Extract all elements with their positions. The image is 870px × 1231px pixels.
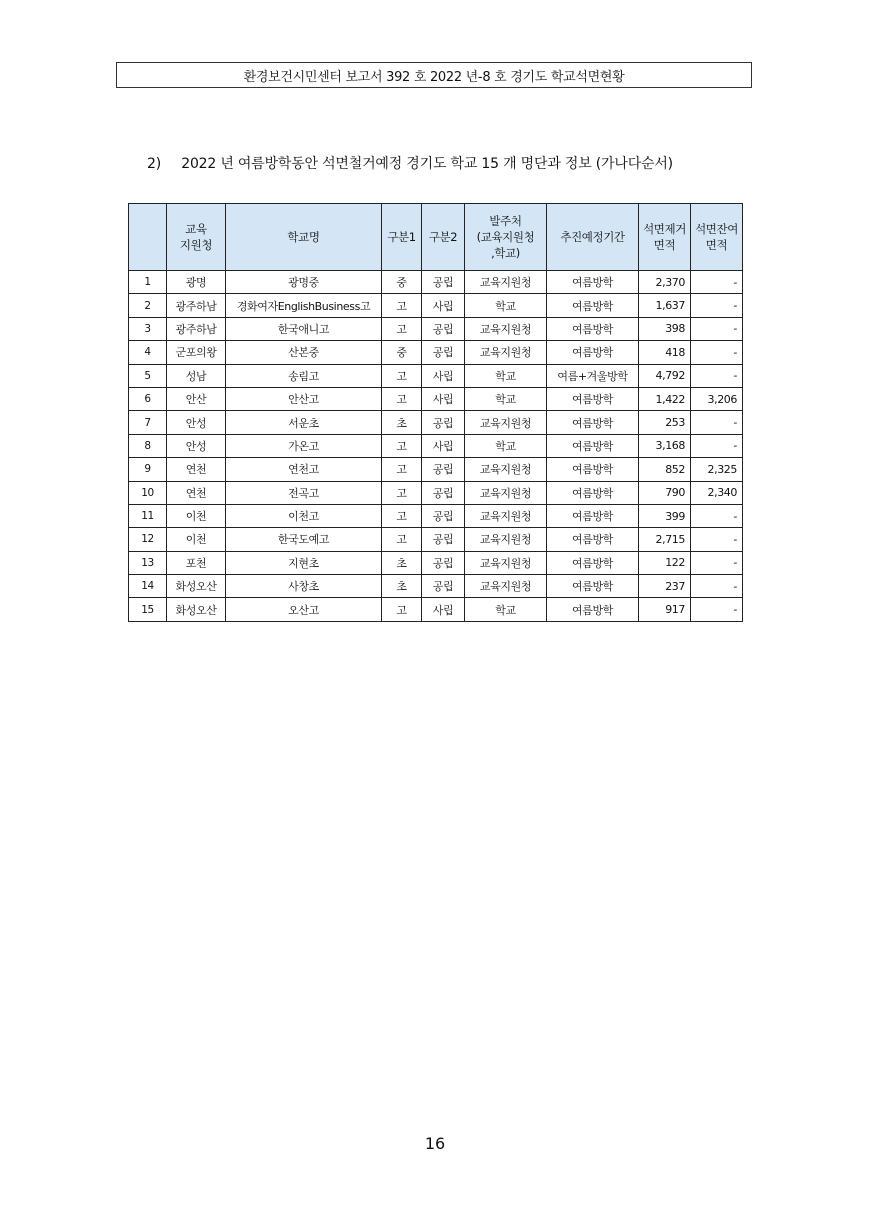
table-cell: 고 — [382, 598, 422, 621]
table-cell: 학교 — [465, 364, 547, 387]
table-cell: 화성오산 — [167, 598, 226, 621]
table-cell: 이천 — [167, 528, 226, 551]
table-cell: 광명중 — [226, 271, 382, 294]
table-cell: 안성 — [167, 434, 226, 457]
table-row — [129, 528, 743, 551]
table-cell: 공립 — [422, 341, 465, 364]
table-cell: 가온고 — [226, 434, 382, 457]
table-cell: 이천 — [167, 504, 226, 527]
table-cell: 공립 — [422, 317, 465, 340]
table-cell: 포천 — [167, 551, 226, 574]
table-cell: 공립 — [422, 528, 465, 551]
table-cell: 초 — [382, 411, 422, 434]
table-row — [129, 341, 743, 364]
table-cell: 1 — [129, 271, 167, 294]
table-cell: 연천고 — [226, 458, 382, 481]
column-header: 석면잔여 면적 — [691, 204, 743, 271]
table-row — [129, 317, 743, 340]
table-cell: 광주하남 — [167, 294, 226, 317]
table-cell: 10 — [129, 481, 167, 504]
column-header: 학교명 — [226, 204, 382, 271]
table-cell: 2,325 — [691, 458, 743, 481]
table-cell: 1,637 — [639, 294, 691, 317]
table-cell: 9 — [129, 458, 167, 481]
table-cell: 공립 — [422, 271, 465, 294]
table-cell: - — [691, 528, 743, 551]
table-cell: 공립 — [422, 411, 465, 434]
table-cell: 고 — [382, 294, 422, 317]
table-cell: 고 — [382, 317, 422, 340]
table-cell: 학교 — [465, 598, 547, 621]
table-cell: 여름+겨울방학 — [547, 364, 639, 387]
table-cell: 2,715 — [639, 528, 691, 551]
table-cell: 여름방학 — [547, 551, 639, 574]
table-cell: - — [691, 598, 743, 621]
table-cell: 15 — [129, 598, 167, 621]
column-header: 구분1 — [382, 204, 422, 271]
table-cell: 13 — [129, 551, 167, 574]
table-cell: 고 — [382, 364, 422, 387]
report-header-title: 환경보건시민센터 보고서 392 호 2022 년-8 호 경기도 학교석면현황 — [243, 69, 625, 85]
table-cell: 122 — [639, 551, 691, 574]
table-row — [129, 481, 743, 504]
table-cell: 3,168 — [639, 434, 691, 457]
table-cell: 한국애니고 — [226, 317, 382, 340]
table-cell: 송림고 — [226, 364, 382, 387]
table-cell: 공립 — [422, 481, 465, 504]
table-cell: 공립 — [422, 551, 465, 574]
table-cell: 3,206 — [691, 387, 743, 410]
column-header: 발주처 (교육지원청 ,학교) — [465, 204, 547, 271]
table-cell: 공립 — [422, 504, 465, 527]
table-cell: 7 — [129, 411, 167, 434]
table-cell: 교육지원청 — [465, 575, 547, 598]
table-cell: - — [691, 294, 743, 317]
table-cell: 418 — [639, 341, 691, 364]
table-cell: 여름방학 — [547, 528, 639, 551]
table-cell: 교육지원청 — [465, 504, 547, 527]
table-cell: 사립 — [422, 364, 465, 387]
table-cell: - — [691, 341, 743, 364]
table-cell: 한국도예고 — [226, 528, 382, 551]
table-row — [129, 411, 743, 434]
table-cell: 이천고 — [226, 504, 382, 527]
table-row — [129, 598, 743, 621]
table-cell: 2,370 — [639, 271, 691, 294]
table-cell: 지현초 — [226, 551, 382, 574]
table-cell: 경화여자EnglishBusiness고 — [226, 294, 382, 317]
table-cell: 군포의왕 — [167, 341, 226, 364]
table-cell: 안성 — [167, 411, 226, 434]
table-row — [129, 434, 743, 457]
table-cell: 서운초 — [226, 411, 382, 434]
table-cell: 교육지원청 — [465, 528, 547, 551]
table-cell: 사립 — [422, 387, 465, 410]
table-cell: 고 — [382, 504, 422, 527]
table-cell: 852 — [639, 458, 691, 481]
table-cell: 여름방학 — [547, 411, 639, 434]
table-cell: 여름방학 — [547, 598, 639, 621]
table-row — [129, 575, 743, 598]
table-cell: - — [691, 551, 743, 574]
table-cell: 399 — [639, 504, 691, 527]
table-cell: 2,340 — [691, 481, 743, 504]
page-number: 16 — [424, 1134, 446, 1153]
table-cell: 11 — [129, 504, 167, 527]
table-cell: 사립 — [422, 294, 465, 317]
table-cell: 학교 — [465, 294, 547, 317]
table-cell: 12 — [129, 528, 167, 551]
table-cell: 4,792 — [639, 364, 691, 387]
table-cell: 여름방학 — [547, 387, 639, 410]
column-header — [129, 204, 167, 271]
table-cell: 917 — [639, 598, 691, 621]
table-row — [129, 294, 743, 317]
table-cell: 1,422 — [639, 387, 691, 410]
table-cell: 여름방학 — [547, 434, 639, 457]
section-heading — [147, 153, 673, 173]
table-row — [129, 387, 743, 410]
table-cell: 여름방학 — [547, 504, 639, 527]
column-header: 추진예정기간 — [547, 204, 639, 271]
school-table — [128, 203, 743, 622]
table-cell: 공립 — [422, 575, 465, 598]
table-row — [129, 504, 743, 527]
table-cell: 교육지원청 — [465, 481, 547, 504]
table-row — [129, 271, 743, 294]
table-cell: 여름방학 — [547, 271, 639, 294]
table-cell: - — [691, 504, 743, 527]
table-cell: 사립 — [422, 434, 465, 457]
table-cell: 여름방학 — [547, 341, 639, 364]
table-cell: 2 — [129, 294, 167, 317]
table-cell: 성남 — [167, 364, 226, 387]
table-cell: 초 — [382, 551, 422, 574]
table-row — [129, 364, 743, 387]
table-cell: 전곡고 — [226, 481, 382, 504]
table-cell: 여름방학 — [547, 458, 639, 481]
table-cell: 학교 — [465, 387, 547, 410]
table-row — [129, 458, 743, 481]
table-cell: 학교 — [465, 434, 547, 457]
table-cell: 고 — [382, 387, 422, 410]
table-cell: 고 — [382, 481, 422, 504]
report-header — [116, 62, 752, 88]
table-cell: 여름방학 — [547, 481, 639, 504]
table-header-row — [129, 204, 743, 271]
column-header: 교육 지원청 — [167, 204, 226, 271]
column-header: 석면제거 면적 — [639, 204, 691, 271]
table-cell: 사립 — [422, 598, 465, 621]
table-cell: - — [691, 411, 743, 434]
table-cell: 중 — [382, 271, 422, 294]
table-cell: 교육지원청 — [465, 341, 547, 364]
table-cell: 광주하남 — [167, 317, 226, 340]
table-cell: 여름방학 — [547, 317, 639, 340]
table-cell: 5 — [129, 364, 167, 387]
table-cell: 공립 — [422, 458, 465, 481]
table-cell: 398 — [639, 317, 691, 340]
table-cell: 여름방학 — [547, 575, 639, 598]
table-cell: - — [691, 364, 743, 387]
table-cell: 237 — [639, 575, 691, 598]
table-cell: - — [691, 317, 743, 340]
table-cell: 화성오산 — [167, 575, 226, 598]
table-cell: 3 — [129, 317, 167, 340]
table-cell: 253 — [639, 411, 691, 434]
table-cell: 교육지원청 — [465, 458, 547, 481]
table-cell: 교육지원청 — [465, 551, 547, 574]
table-cell: 초 — [382, 575, 422, 598]
table-cell: 연천 — [167, 458, 226, 481]
section-title: 2022 년 여름방학동안 석면철거예정 경기도 학교 15 개 명단과 정보 (가나다순서) — [181, 156, 673, 172]
table-cell: 14 — [129, 575, 167, 598]
table-cell: 고 — [382, 528, 422, 551]
table-cell: 교육지원청 — [465, 411, 547, 434]
table-cell: - — [691, 575, 743, 598]
table-cell: 790 — [639, 481, 691, 504]
table-cell: 4 — [129, 341, 167, 364]
table-cell: 안산고 — [226, 387, 382, 410]
table-row — [129, 551, 743, 574]
table-cell: 교육지원청 — [465, 271, 547, 294]
section-number: 2) — [147, 156, 161, 172]
table-cell: 산본중 — [226, 341, 382, 364]
table-cell: 고 — [382, 458, 422, 481]
table-cell: 연천 — [167, 481, 226, 504]
table-cell: 안산 — [167, 387, 226, 410]
table-cell: 광명 — [167, 271, 226, 294]
table-cell: 8 — [129, 434, 167, 457]
table-cell: 오산고 — [226, 598, 382, 621]
table-cell: 여름방학 — [547, 294, 639, 317]
table-cell: 6 — [129, 387, 167, 410]
table-cell: 사창초 — [226, 575, 382, 598]
table-cell: - — [691, 271, 743, 294]
column-header: 구분2 — [422, 204, 465, 271]
table-cell: 중 — [382, 341, 422, 364]
table-cell: 고 — [382, 434, 422, 457]
table-cell: - — [691, 434, 743, 457]
table-cell: 교육지원청 — [465, 317, 547, 340]
